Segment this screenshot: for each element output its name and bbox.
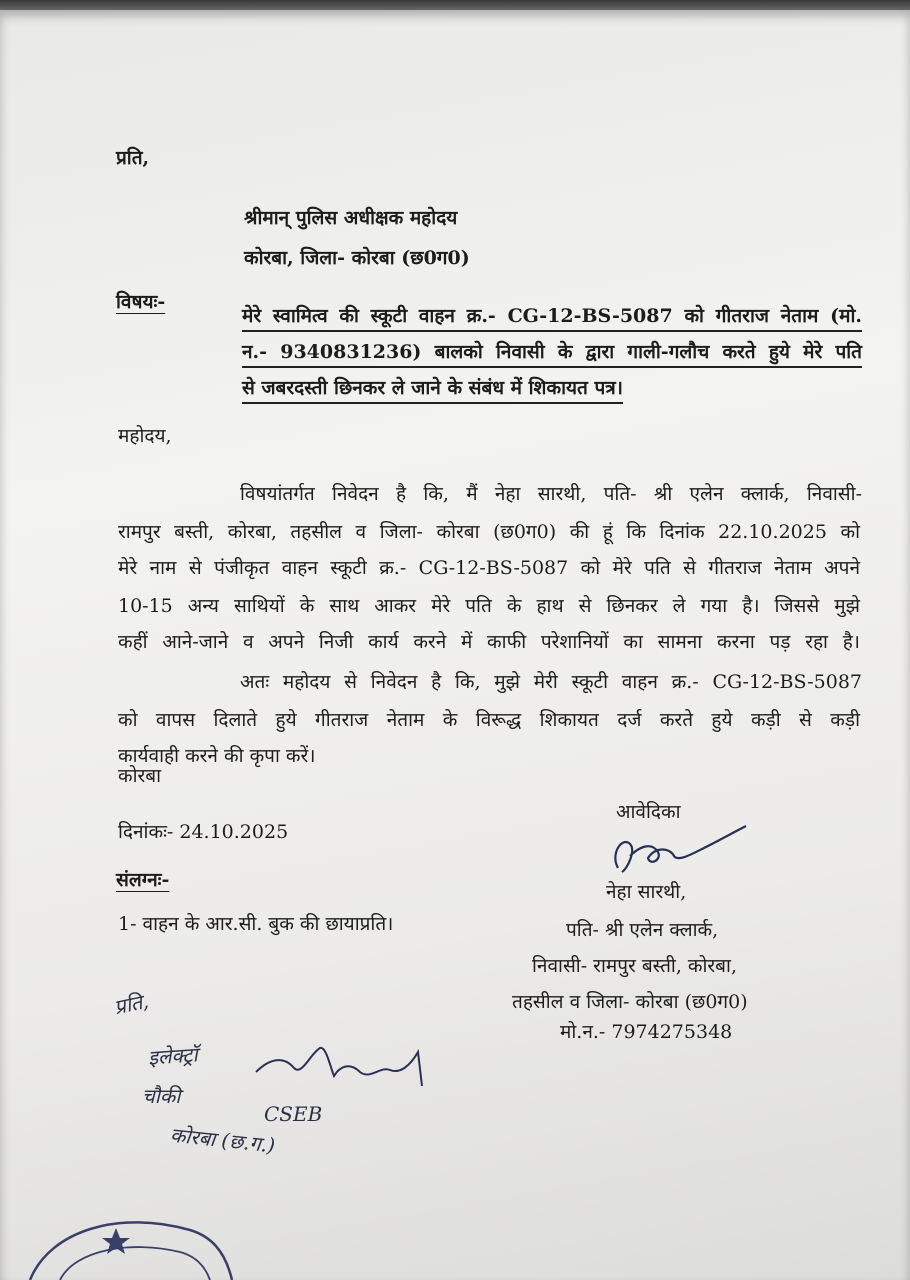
applicant-address2: तहसील व जिला- कोरबा (छ0ग0)	[512, 991, 748, 1013]
handwritten-note-3: चौकी	[142, 1084, 181, 1108]
applicant-husband: पति- श्री एलेन क्लार्क,	[566, 919, 719, 941]
applicant-address1: निवासी- रामपुर बस्ती, कोरबा,	[532, 955, 737, 977]
applicant-mobile: मो.न.- 7974275348	[560, 1021, 733, 1043]
subject-line-1: मेरे स्वामित्व की स्कूटी वाहन क्र.- CG-12-BS-5087 को गीतराज नेताम (मो.	[242, 302, 862, 332]
para1-line-2: रामपुर बस्ती, कोरबा, तहसील व जिला- कोरबा (छ0ग0) की हूं कि दिनांक 22.10.2025 को	[118, 521, 860, 543]
office-seal	[20, 1200, 240, 1280]
addressee-line1: श्रीमान् पुलिस अधीक्षक महोदय	[244, 207, 458, 229]
applicant-signature	[600, 816, 760, 886]
salutation: महोदय,	[118, 425, 172, 447]
para1-line-1: विषयांतर्गत निवेदन है कि, मैं नेहा सारथी, पति- श्री एलेन क्लार्क, निवासी-	[240, 483, 862, 505]
subject-line-2: न.- 9340831236) बालको निवासी के द्वारा गाली-गलौच करते हुये मेरे पति	[242, 338, 862, 368]
place: कोरबा	[118, 765, 162, 787]
handwritten-note-5: कोरबा (छ.ग.)	[168, 1122, 277, 1158]
enclosure-label: संलग्नः-	[116, 869, 170, 891]
applicant-name: नेहा सारथी,	[606, 881, 687, 903]
subject-label: विषयः-	[116, 291, 166, 313]
handwritten-note-1: प्रति,	[111, 988, 151, 1020]
prati-label: प्रति,	[116, 147, 150, 169]
para1-line-3: मेरे नाम से पंजीकृत वाहन स्कूटी क्र.- CG-12-BS-5087 को मेरे पति से गीतराज नेताम अपने	[118, 557, 860, 579]
applicant-title: आवेदिका	[616, 801, 681, 823]
enclosure-item: 1- वाहन के आर.सी. बुक की छायाप्रति।	[118, 913, 394, 935]
para2-line-2: को वापस दिलाते हुये गीतराज नेताम के विरूद्ध शिकायत दर्ज करते हुये कड़ी से कड़ी	[118, 709, 860, 731]
handwritten-note-4: CSEB	[264, 1102, 323, 1126]
para2-line-1: अतः महोदय से निवेदन है कि, मुझे मेरी स्कूटी वाहन क्र.- CG-12-BS-5087	[240, 671, 862, 693]
para1-line-4: 10-15 अन्य साथियों के साथ आकर मेरे पति के हाथ से छिनकर ले गया है। जिससे मुझे	[118, 595, 860, 617]
subject-line-3: से जबरदस्ती छिनकर ले जाने के संबंध में शिकायत पत्र।	[242, 374, 623, 404]
date: दिनांकः- 24.10.2025	[118, 821, 289, 843]
addressee-line2: कोरबा, जिला- कोरबा (छ0ग0)	[244, 247, 470, 269]
handwritten-note-2: इलेक्ट्रॉ	[147, 1042, 199, 1070]
para1-line-5: कहीं आने-जाने व अपने निजी कार्य करने में काफी परेशानियों का सामना करना पड़ रहा है।	[118, 631, 860, 653]
handwritten-signature	[250, 1036, 430, 1106]
para2-line-3: कार्यवाही करने की कृपा करें।	[118, 745, 316, 767]
